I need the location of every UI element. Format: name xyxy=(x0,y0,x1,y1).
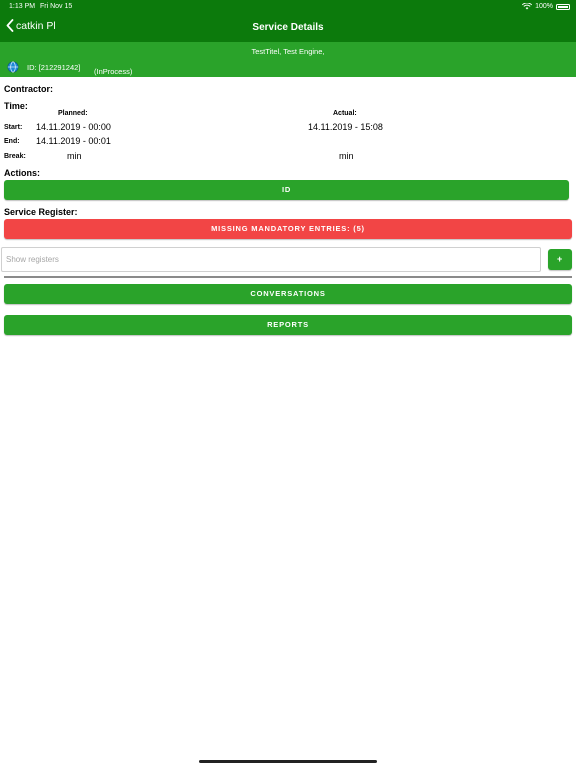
end-label: End: xyxy=(4,138,20,145)
actual-header: Actual: xyxy=(333,110,357,117)
wifi-icon xyxy=(522,3,532,10)
status-bar xyxy=(0,0,576,14)
status-badge: (InProcess) xyxy=(94,67,133,76)
planned-break-value: min xyxy=(67,151,82,161)
battery-icon xyxy=(556,4,570,10)
register-search-input[interactable] xyxy=(1,247,541,272)
page-title: Service Details xyxy=(252,22,324,33)
actual-break-value: min xyxy=(339,151,354,161)
globe-icon xyxy=(7,61,19,73)
add-register-button[interactable]: + xyxy=(548,249,572,270)
navigation-bar xyxy=(0,14,576,42)
status-right xyxy=(522,3,570,10)
status-date: Fri Nov 15 xyxy=(40,3,73,10)
service-info-banner xyxy=(0,42,576,77)
planned-header: Planned: xyxy=(58,110,88,117)
actual-start-value: 14.11.2019 - 15:08 xyxy=(308,122,383,132)
status-time: 1:13 PM xyxy=(9,3,36,10)
actions-label: Actions: xyxy=(4,168,40,178)
planned-end-value: 14.11.2019 - 00:01 xyxy=(36,136,111,146)
service-id: ID: [212291242] xyxy=(27,63,81,72)
planned-start-value: 14.11.2019 - 00:00 xyxy=(36,122,111,132)
back-button-label: catkin Pl xyxy=(16,19,56,32)
contractor-label: Contractor: xyxy=(4,84,53,94)
service-register-label: Service Register: xyxy=(4,207,78,217)
id-button[interactable]: ID xyxy=(4,180,569,200)
divider xyxy=(4,276,572,278)
break-label: Break: xyxy=(4,153,26,160)
reports-button[interactable]: REPORTS xyxy=(4,315,572,335)
time-label: Time: xyxy=(4,101,28,111)
missing-entries-button[interactable]: MISSING MANDATORY ENTRIES: (5) xyxy=(4,219,572,239)
start-label: Start: xyxy=(4,124,23,131)
battery-percent: 100% xyxy=(535,3,553,10)
conversations-button[interactable]: CONVERSATIONS xyxy=(4,284,572,304)
service-title: TestTitel, Test Engine, xyxy=(251,47,325,56)
home-indicator xyxy=(199,760,377,763)
